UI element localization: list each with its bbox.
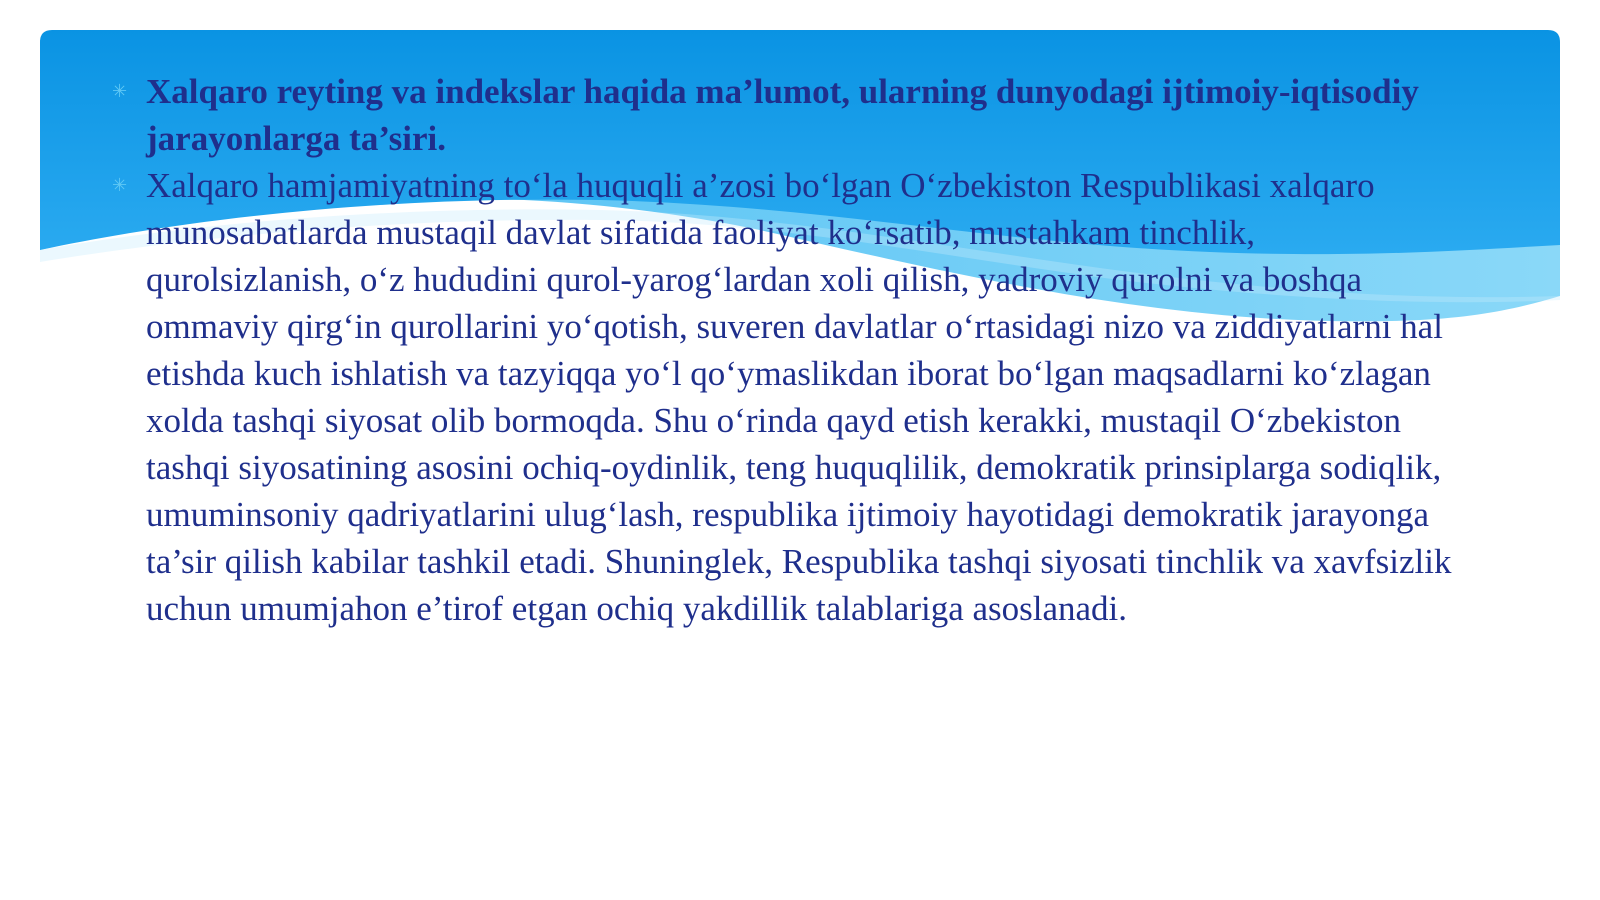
slide-content	[112, 68, 1462, 632]
asterisk-icon: ✳	[112, 175, 128, 196]
bullet-item-body	[112, 162, 1462, 632]
bullet-text-heading: Xalqaro reyting va indekslar haqida ma’lumot, ularning dunyodagi ijtimoiy-iqtisodiy jarayonlarga ta’siri.	[146, 72, 1419, 158]
bullet-text-body: Xalqaro hamjamiyatning to‘la huquqli a’zosi bo‘lgan O‘zbekiston Respublikasi xalqaro munosabatlarda mustaqil davlat sifatida faoliyat ko‘rsatib, mustahkam tinchlik, qurolsizlanish, o‘z hududini qurol-yarog‘lardan xoli qilish, yadroviy qurolni va boshqa ommaviy qirg‘in qurollarini yo‘qotish, suveren davlatlar o‘rtasidagi nizo va ziddiyatlarni hal etishda kuch ishlatish va tazyiqqa yo‘l qo‘ymaslikdan iborat bo‘lgan maqsadlarni ko‘zlagan xolda tashqi siyosat olib bormoqda. Shu o‘rinda qayd etish kerakki, mustaqil O‘zbekiston tashqi siyosatining asosini ochiq-oydinlik, teng huquqlilik, demokratik prinsiplarga sodiqlik, umuminsoniy qadriyatlarini ulug‘lash, respublika ijtimoiy hayotidagi demokratik jarayonga ta’sir qilish kabilar tashkil etadi. Shuninglek, Respublika tashqi siyosati tinchlik va xavfsizlik uchun umumjahon e’tirof etgan ochiq yakdillik talablariga asoslanadi.	[146, 166, 1452, 628]
asterisk-icon: ✳	[112, 81, 128, 102]
bullet-item-heading	[112, 68, 1462, 162]
